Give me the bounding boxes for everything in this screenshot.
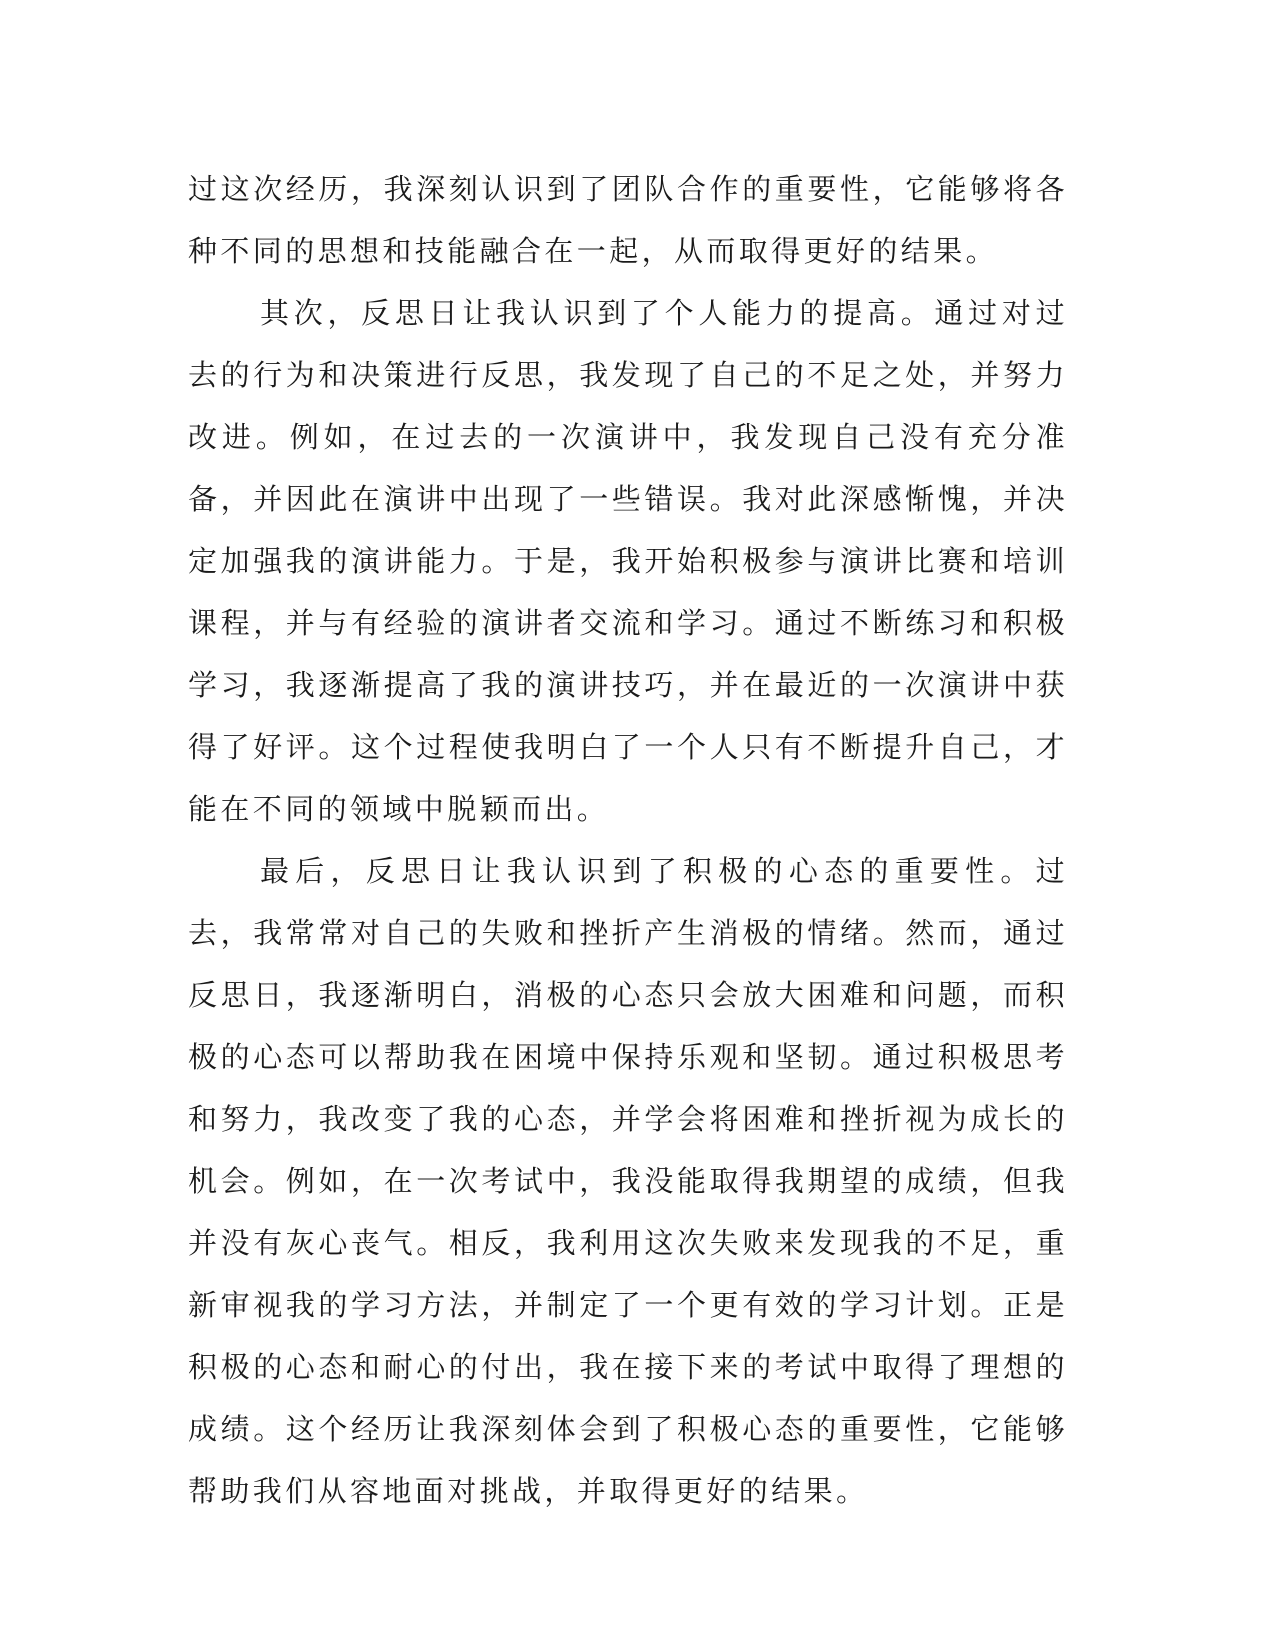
paragraph-1: 过这次经历，我深刻认识到了团队合作的重要性，它能够将各种不同的思想和技能融合在一起，从而取得更好的结果。 <box>188 172 1068 268</box>
paragraph-2: 其次，反思日让我认识到了个人能力的提高。通过对过去的行为和决策进行反思，我发现了自己的不足之处，并努力改进。例如，在过去的一次演讲中，我发现自己没有充分准备，并因此在演讲中出现了一些错误。我对此深感惭愧，并决定加强我的演讲能力。于是，我开始积极参与演讲比赛和培训课程，并与有经验的演讲者交流和学习。通过不断练习和积极学习，我逐渐提高了我的演讲技巧，并在最近的一次演讲中获得了好评。这个过程使我明白了一个人只有不断提升自己，才能在不同的领域中脱颖而出。 <box>188 296 1068 826</box>
document-body <box>188 158 1068 1522</box>
paragraph-3: 最后，反思日让我认识到了积极的心态的重要性。过去，我常常对自己的失败和挫折产生消极的情绪。然而，通过反思日，我逐渐明白，消极的心态只会放大困难和问题，而积极的心态可以帮助我在困境中保持乐观和坚韧。通过积极思考和努力，我改变了我的心态，并学会将困难和挫折视为成长的机会。例如，在一次考试中，我没能取得我期望的成绩，但我并没有灰心丧气。相反，我利用这次失败来发现我的不足，重新审视我的学习方法，并制定了一个更有效的学习计划。正是积极的心态和耐心的付出，我在接下来的考试中取得了理想的成绩。这个经历让我深刻体会到了积极心态的重要性，它能够帮助我们从容地面对挑战，并取得更好的结果。 <box>188 854 1068 1508</box>
